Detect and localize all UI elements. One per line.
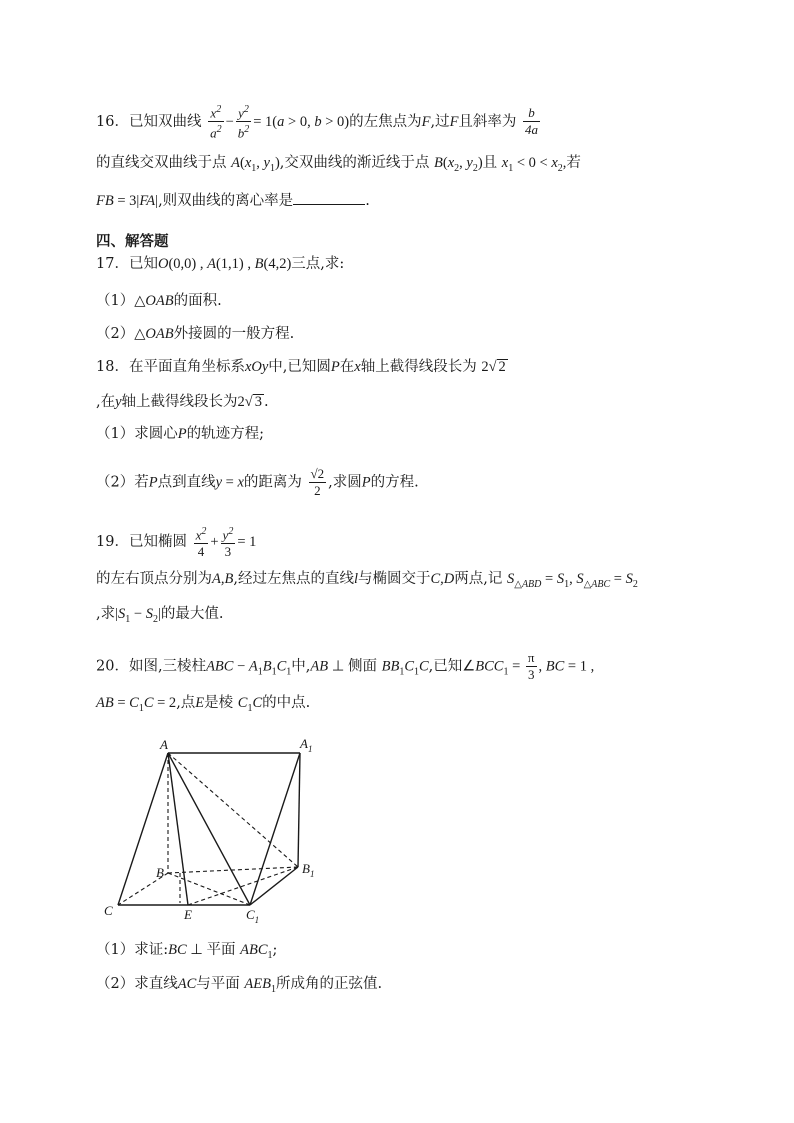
q19-line-2: 的左右顶点分别为A,B,经过左焦点的直线l与椭圆交于C,D两点,记 $S_{\triangle ABD} = S_1$, $S_{\triangle ABC} = S_2$ [96,571,638,590]
question-number: 18． [96,359,129,375]
fraction: $\frac{y^2}{3}$ [222,526,234,560]
edge-C1B1 [250,867,298,905]
label-B: B [156,865,164,880]
hidden-edge-EB1 [188,867,298,905]
slope-fraction: $\frac{b}{4a}$ [525,105,539,138]
prism-figure [100,735,340,925]
q20-line-1: 20．如图,三棱柱ABC − $A_1B_1C_1$中,AB ⊥ 侧面 $BB_1C_1C$,已知$\angle BCC_1$ = $\frac{\pi}{3}$ , BC = 1 , [96,650,595,682]
label-C: C [104,903,113,918]
label-E: E [184,907,192,922]
q20-part-1: （1）求证:BC ⊥ 平面 $ABC_1$; [96,942,278,961]
edge-A1B1 [298,753,300,867]
question-number: 16． [96,113,129,130]
q18-line-1: 18．在平面直角坐标系xOy中,已知圆P在x轴上截得线段长为 2√ 2 [96,359,506,375]
edge-AC [118,753,168,905]
label-A1: $A_1$ [300,736,313,754]
q18-part-1: （1）求圆心P的轨迹方程; [96,426,264,442]
edge-AE [168,753,188,905]
question-number: 20． [96,658,129,675]
edge-A1C1 [250,753,300,905]
q17-part-1: （1）△OAB的面积. [96,293,222,309]
q17-part-2: （2）△OAB外接圆的一般方程. [96,326,295,342]
q19-line-3: ,求$|S_1 - S_2|$的最大值. [96,606,224,625]
fraction: $\frac{√2}{2}$ [310,466,325,498]
fraction: $\frac{y^2}{b^2}$ [237,104,250,141]
q20-part-2: （2）求直线AC与平面 $AEB_1$所成角的正弦值. [96,976,383,995]
fraction: $\frac{x^2}{4}$ [195,526,207,560]
q16-line-1: 16．已知双曲线 $\frac{x^2}{a^2}$ − $\frac{y^2}{b^2}$ = 1(a > 0, b > 0)的左焦点为F,过F且斜率为 $\frac{b}{4a}$ [96,104,539,141]
q17-line-1: 17．已知O(0,0) , A(1,1) , B(4,2)三点,求: [96,256,345,272]
q19-line-1: 19．已知椭圆 $\frac{x^2}{4}$ + $\frac{y^2}{3}$ = 1 [96,526,257,560]
label-C1: $C_1$ [246,907,260,925]
q20-line-2: AB = $C_1C = 2$,点E是棱 $C_1C$的中点. [96,695,311,714]
label-A: A [160,737,168,752]
section-heading: 四、解答题 [96,234,169,250]
question-number: 19． [96,534,129,551]
q16-line-2: 的直线交双曲线于点 $A(x_1$, $y_1$),交双曲线的渐近线于点 $B(x_2$, $y_2$)且 $x_1 < 0 < x_2$,若 [96,155,581,174]
question-number: 17． [96,256,129,272]
hidden-edge-AB1 [168,753,298,867]
q16-line-3: FB = 3|FA|,则双曲线的离心率是 . [96,190,370,211]
q18-part-2: （2）若P点到直线y = x的距离为 $\frac{√2}{2}$ ,求圆P的方程. [96,466,419,498]
q18-line-2: ,在y轴上截得线段长为2√ 3 . [96,394,269,410]
fraction: $\frac{\pi}{3}$ [527,650,535,682]
label-B1: $B_1$ [302,861,315,879]
q16-text: 已知双曲线 [128,113,202,130]
answer-blank[interactable] [293,190,365,205]
fraction: $\frac{x^2}{a^2}$ [210,104,222,141]
